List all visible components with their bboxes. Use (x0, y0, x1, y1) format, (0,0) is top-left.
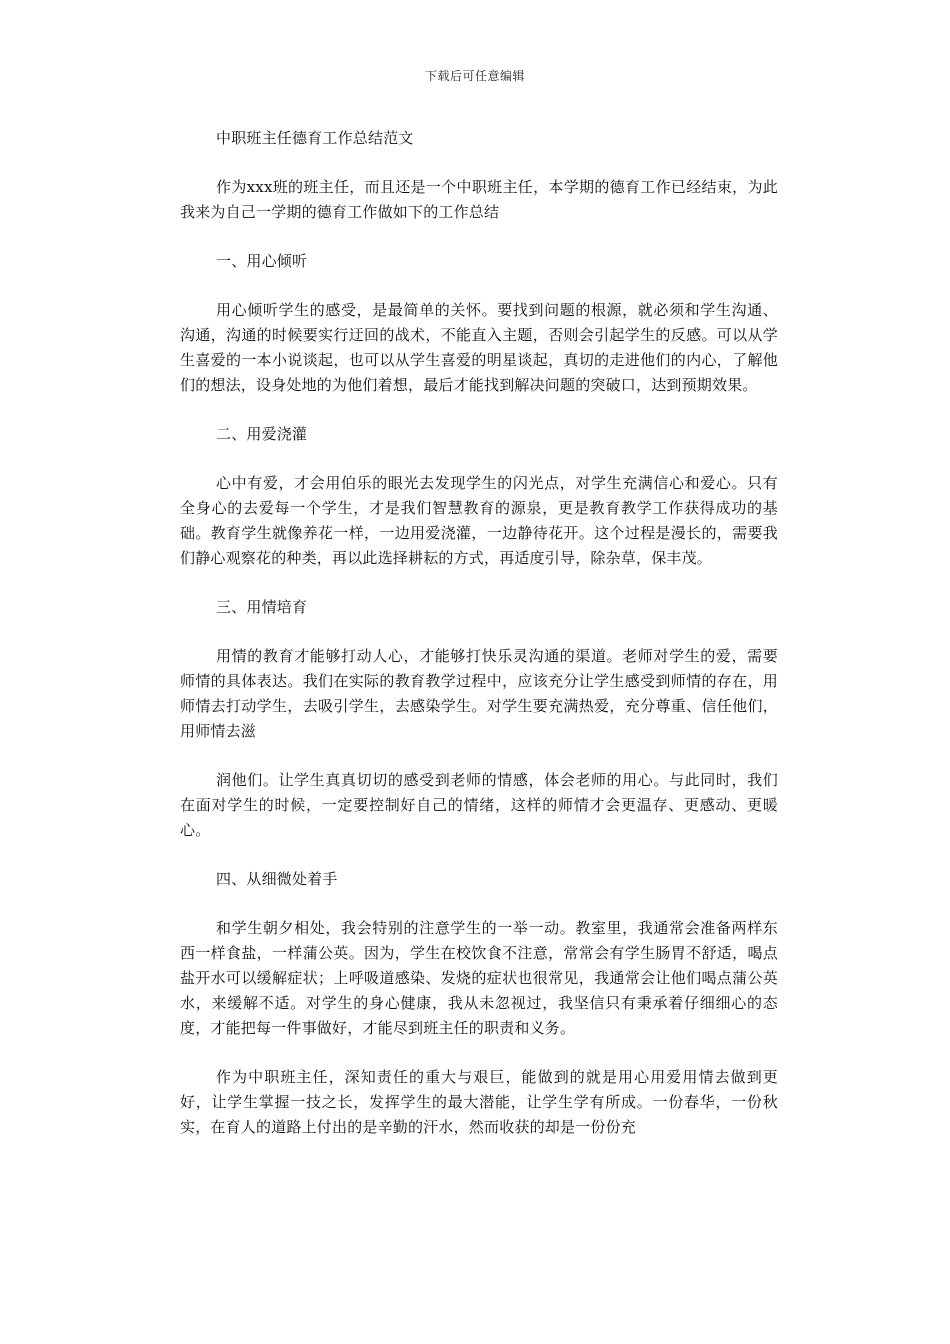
section-paragraph-1: 用心倾听学生的感受，是最简单的关怀。要找到问题的根源，就必须和学生沟通、沟通，沟通的时候要实行迂回的战术，不能直入主题，否则会引起学生的反感。可以从学生喜爱的一本小说谈起，也可以从学生喜爱的明星谈起，真切的走进他们的内心，了解他们的想法，设身处地的为他们着想，最后才能找到解决问题的突破口，达到预期效果。 (180, 301, 778, 394)
section-paragraph-3b: 润他们。让学生真真切切的感受到老师的情感，体会老师的用心。与此同时，我们在面对学生的时候，一定要控制好自己的情绪，这样的师情才会更温存、更感动、更暖心。 (180, 771, 778, 839)
section-heading-4: 四、从细微处着手 (216, 870, 338, 888)
closing-paragraph: 作为中职班主任，深知责任的重大与艰巨，能做到的就是用心用爱用情去做到更好，让学生掌握一技之长，发挥学生的最大潜能，让学生学有所成。一份春华，一份秋实，在育人的道路上付出的是辛勤的汗水，然而收获的却是一份份充 (180, 1068, 778, 1136)
section-paragraph-4: 和学生朝夕相处，我会特别的注意学生的一举一动。教室里，我通常会准备两样东西一样食盐，一样蒲公英。因为，学生在校饮食不注意，常常会有学生肠胃不舒适，喝点盐开水可以缓解症状；上呼吸道感染、发烧的症状也很常见，我通常会让他们喝点蒲公英水，来缓解不适。对学生的身心健康，我从未忽视过，我坚信只有秉承着仔细细心的态度，才能把每一件事做好，才能尽到班主任的职责和义务。 (180, 919, 778, 1037)
section-heading-3: 三、用情培育 (216, 598, 308, 616)
section-paragraph-3a: 用情的教育才能够打动人心，才能够打快乐灵沟通的渠道。老师对学生的爱，需要师情的具体表达。我们在实际的教育教学过程中，应该充分让学生感受到师情的存在，用师情去打动学生，去吸引学生，去感染学生。对学生要充满热爱，充分尊重、信任他们，用师情去滋 (180, 647, 778, 740)
section-heading-2: 二、用爱浇灌 (216, 425, 308, 443)
document-title: 中职班主任德育工作总结范文 (216, 129, 414, 147)
section-heading-1: 一、用心倾听 (216, 252, 308, 270)
page-header-note: 下载后可任意编辑 (424, 69, 525, 83)
intro-paragraph: 作为xxx班的班主任，而且还是一个中职班主任，本学期的德育工作已经结束，为此我来为自己一学期的德育工作做如下的工作总结 (180, 178, 778, 221)
section-paragraph-2: 心中有爱，才会用伯乐的眼光去发现学生的闪光点，对学生充满信心和爱心。只有全身心的去爱每一个学生，才是我们智慧教育的源泉，更是教育教学工作获得成功的基础。教育学生就像养花一样，一边用爱浇灌，一边静待花开。这个过程是漫长的，需要我们静心观察花的种类，再以此选择耕耘的方式，再适度引导，除杂草，保丰茂。 (180, 474, 778, 567)
document-body (180, 126, 778, 1140)
